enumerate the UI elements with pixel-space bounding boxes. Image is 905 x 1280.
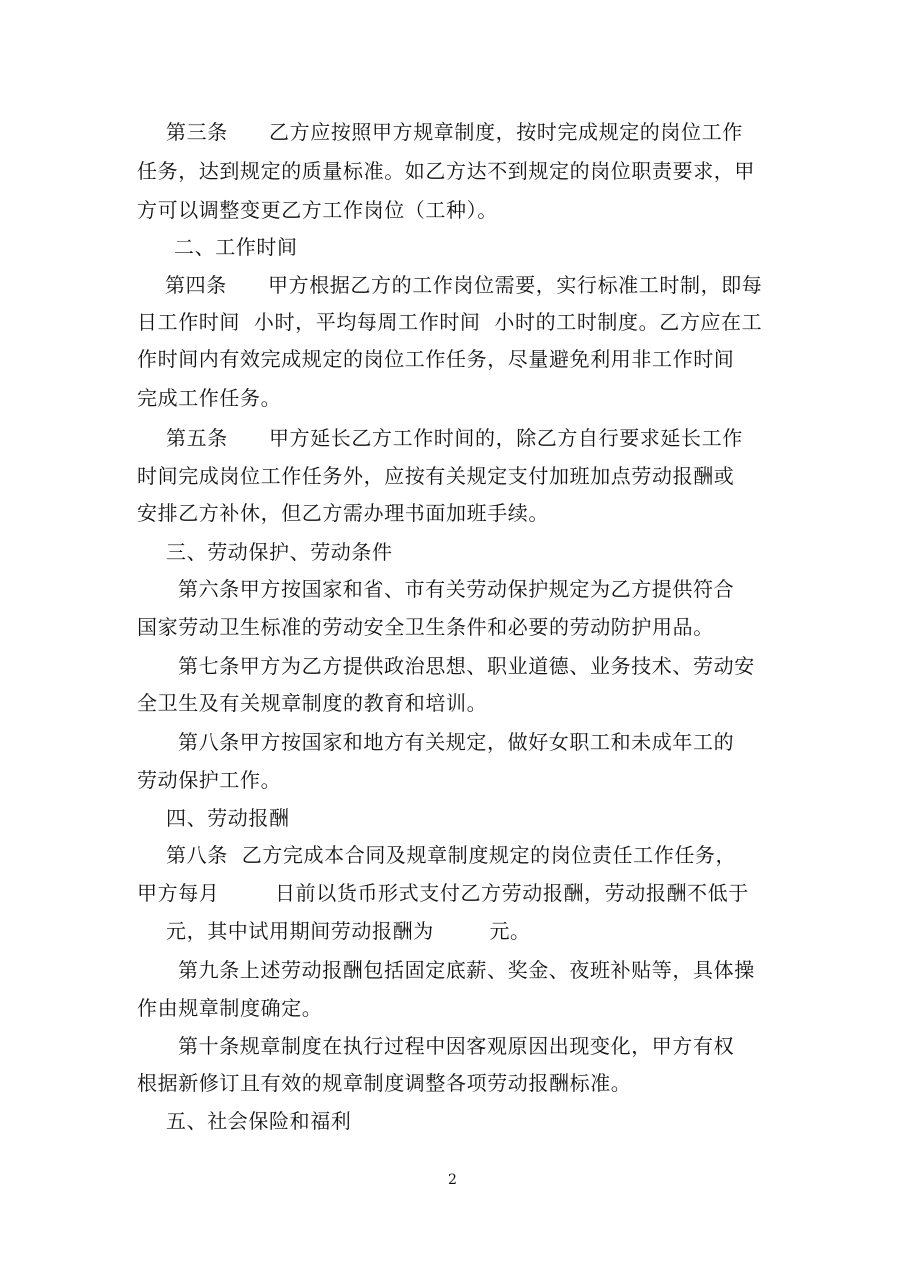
text-line: 日工作时间 小时，平均每周工作时间 小时的工时制度。乙方应在工 xyxy=(137,310,763,334)
text-line: 元，其中试用期间劳动报酬为 元。 xyxy=(166,919,531,943)
text-line: 全卫生及有关规章制度的教育和培训。 xyxy=(137,691,488,715)
text-line: 第六条甲方按国家和省、市有关劳动保护规定为乙方提供符合 xyxy=(178,577,735,601)
page-number: 2 xyxy=(448,1172,457,1188)
text-line: 完成工作任务。 xyxy=(137,386,282,410)
text-line: 第十条规章制度在执行过程中因客观原因出现变化，甲方有权 xyxy=(178,1034,735,1058)
text-line: 第三条 乙方应按照甲方规章制度，按时完成规定的岗位工作 xyxy=(166,120,743,144)
text-line: 第四条 甲方根据乙方的工作岗位需要，实行标准工时制，即每 xyxy=(165,273,763,297)
text-line: 时间完成岗位工作任务外，应按有关规定支付加班加点劳动报酬或 xyxy=(137,464,735,488)
text-line: 根据新修订且有效的规章制度调整各项劳动报酬标准。 xyxy=(137,1071,632,1095)
text-line: 安排乙方补休，但乙方需办理书面加班手续。 xyxy=(137,501,549,525)
section-heading: 二、工作时间 xyxy=(174,235,298,259)
section-heading: 四、劳动报酬 xyxy=(166,806,290,830)
text-line: 第九条上述劳动报酬包括固定底薪、奖金、夜班补贴等，具体操 xyxy=(178,958,755,982)
text-line: 国家劳动卫生标准的劳动安全卫生条件和必要的劳动防护用品。 xyxy=(137,615,714,639)
text-line: 劳动保护工作。 xyxy=(137,768,282,792)
text-line: 任务，达到规定的质量标准。如乙方达不到规定的岗位职责要求，甲 xyxy=(137,159,755,183)
text-line: 作由规章制度确定。 xyxy=(137,996,323,1020)
text-line: 第八条 乙方完成本合同及规章制度规定的岗位责任工作任务， xyxy=(166,843,737,867)
text-line: 甲方每月 日前以货币形式支付乙方劳动报酬，劳动报酬不低于 xyxy=(137,881,749,905)
text-line: 第七条甲方为乙方提供政治思想、职业道德、业务技术、劳动安 xyxy=(178,654,755,678)
text-line: 作时间内有效完成规定的岗位工作任务，尽量避免利用非工作时间 xyxy=(137,347,735,371)
section-heading: 三、劳动保护、劳动条件 xyxy=(166,540,393,564)
text-line: 第五条 甲方延长乙方工作时间的，除乙方自行要求延长工作 xyxy=(166,426,743,450)
section-heading: 五、社会保险和福利 xyxy=(166,1109,352,1133)
text-line: 第八条甲方按国家和地方有关规定，做好女职工和未成年工的 xyxy=(178,730,735,754)
text-line: 方可以调整变更乙方工作岗位（工种）。 xyxy=(137,198,498,222)
